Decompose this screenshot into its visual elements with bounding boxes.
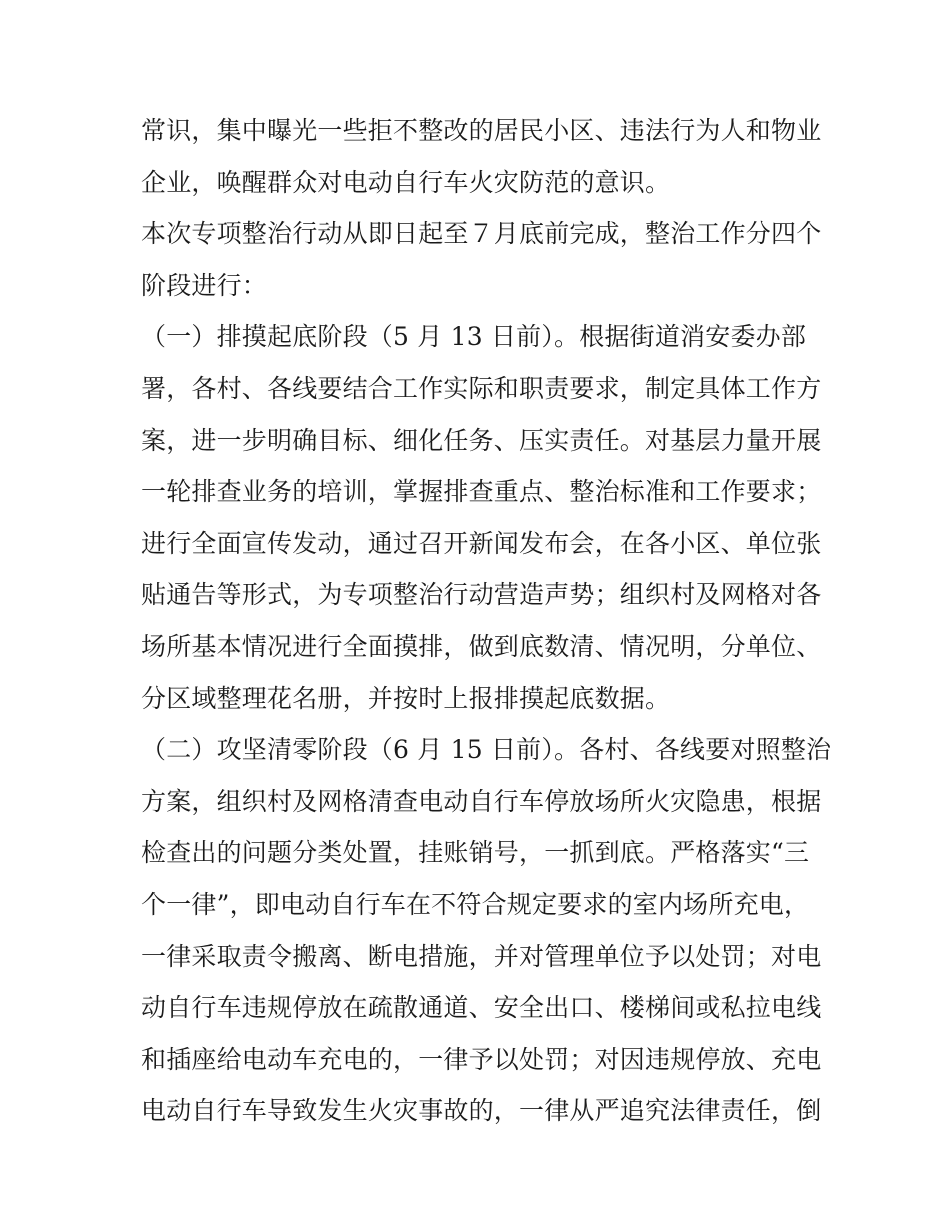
text-line: 贴通告等形式，为专项整治行动营造声势；组织村及网格对各 <box>141 580 822 610</box>
body-text <box>141 105 832 1137</box>
text-line: 一律采取责令搬离、断电措施，并对管理单位予以处罚；对电 <box>141 941 822 971</box>
text-line: 本次专项整治行动从即日起至７月底前完成，整治工作分四个 <box>141 219 822 249</box>
text-line: 个一律”，即电动自行车在不符合规定要求的室内场所充电， <box>141 889 810 919</box>
text-line: 阶段进行： <box>141 270 268 300</box>
text-line: 检查出的问题分类处置，挂账销号，一抓到底。严格落实“三 <box>141 838 810 868</box>
text-line: 常识，集中曝光一些拒不整改的居民小区、违法行为人和物业 <box>141 116 822 145</box>
text-line: 署，各村、各线要结合工作实际和职责要求，制定具体工作方 <box>141 373 822 403</box>
text-line: （一）排摸起底阶段（5 月 13 日前）。根据街道消安委办部 <box>141 322 807 352</box>
text-line: 分区域整理花名册，并按时上报排摸起底数据。 <box>141 683 671 713</box>
text-line: （二）攻坚清零阶段（6 月 15 日前）。各村、各线要对照整治 <box>141 735 832 765</box>
text-line: 方案，组织村及网格清查电动自行车停放场所火灾隐患，根据 <box>141 786 822 816</box>
text-line: 企业，唤醒群众对电动自行车火灾防范的意识。 <box>141 167 671 197</box>
text-line: 进行全面宣传发动，通过召开新闻发布会，在各小区、单位张 <box>141 528 822 558</box>
text-line: 动自行车违规停放在疏散通道、安全出口、楼梯间或私拉电线 <box>141 993 822 1023</box>
text-line: 电动自行车导致发生火灾事故的，一律从严追究法律责任，倒 <box>141 1096 822 1126</box>
text-line: 和插座给电动车充电的，一律予以处罚；对因违规停放、充电 <box>141 1044 822 1074</box>
text-line: 一轮排查业务的培训，掌握排查重点、整治标准和工作要求； <box>141 477 822 507</box>
text-line: 案，进一步明确目标、细化任务、压实责任。对基层力量开展 <box>141 425 822 455</box>
text-line: 场所基本情况进行全面摸排，做到底数清、情况明，分单位、 <box>141 631 822 661</box>
